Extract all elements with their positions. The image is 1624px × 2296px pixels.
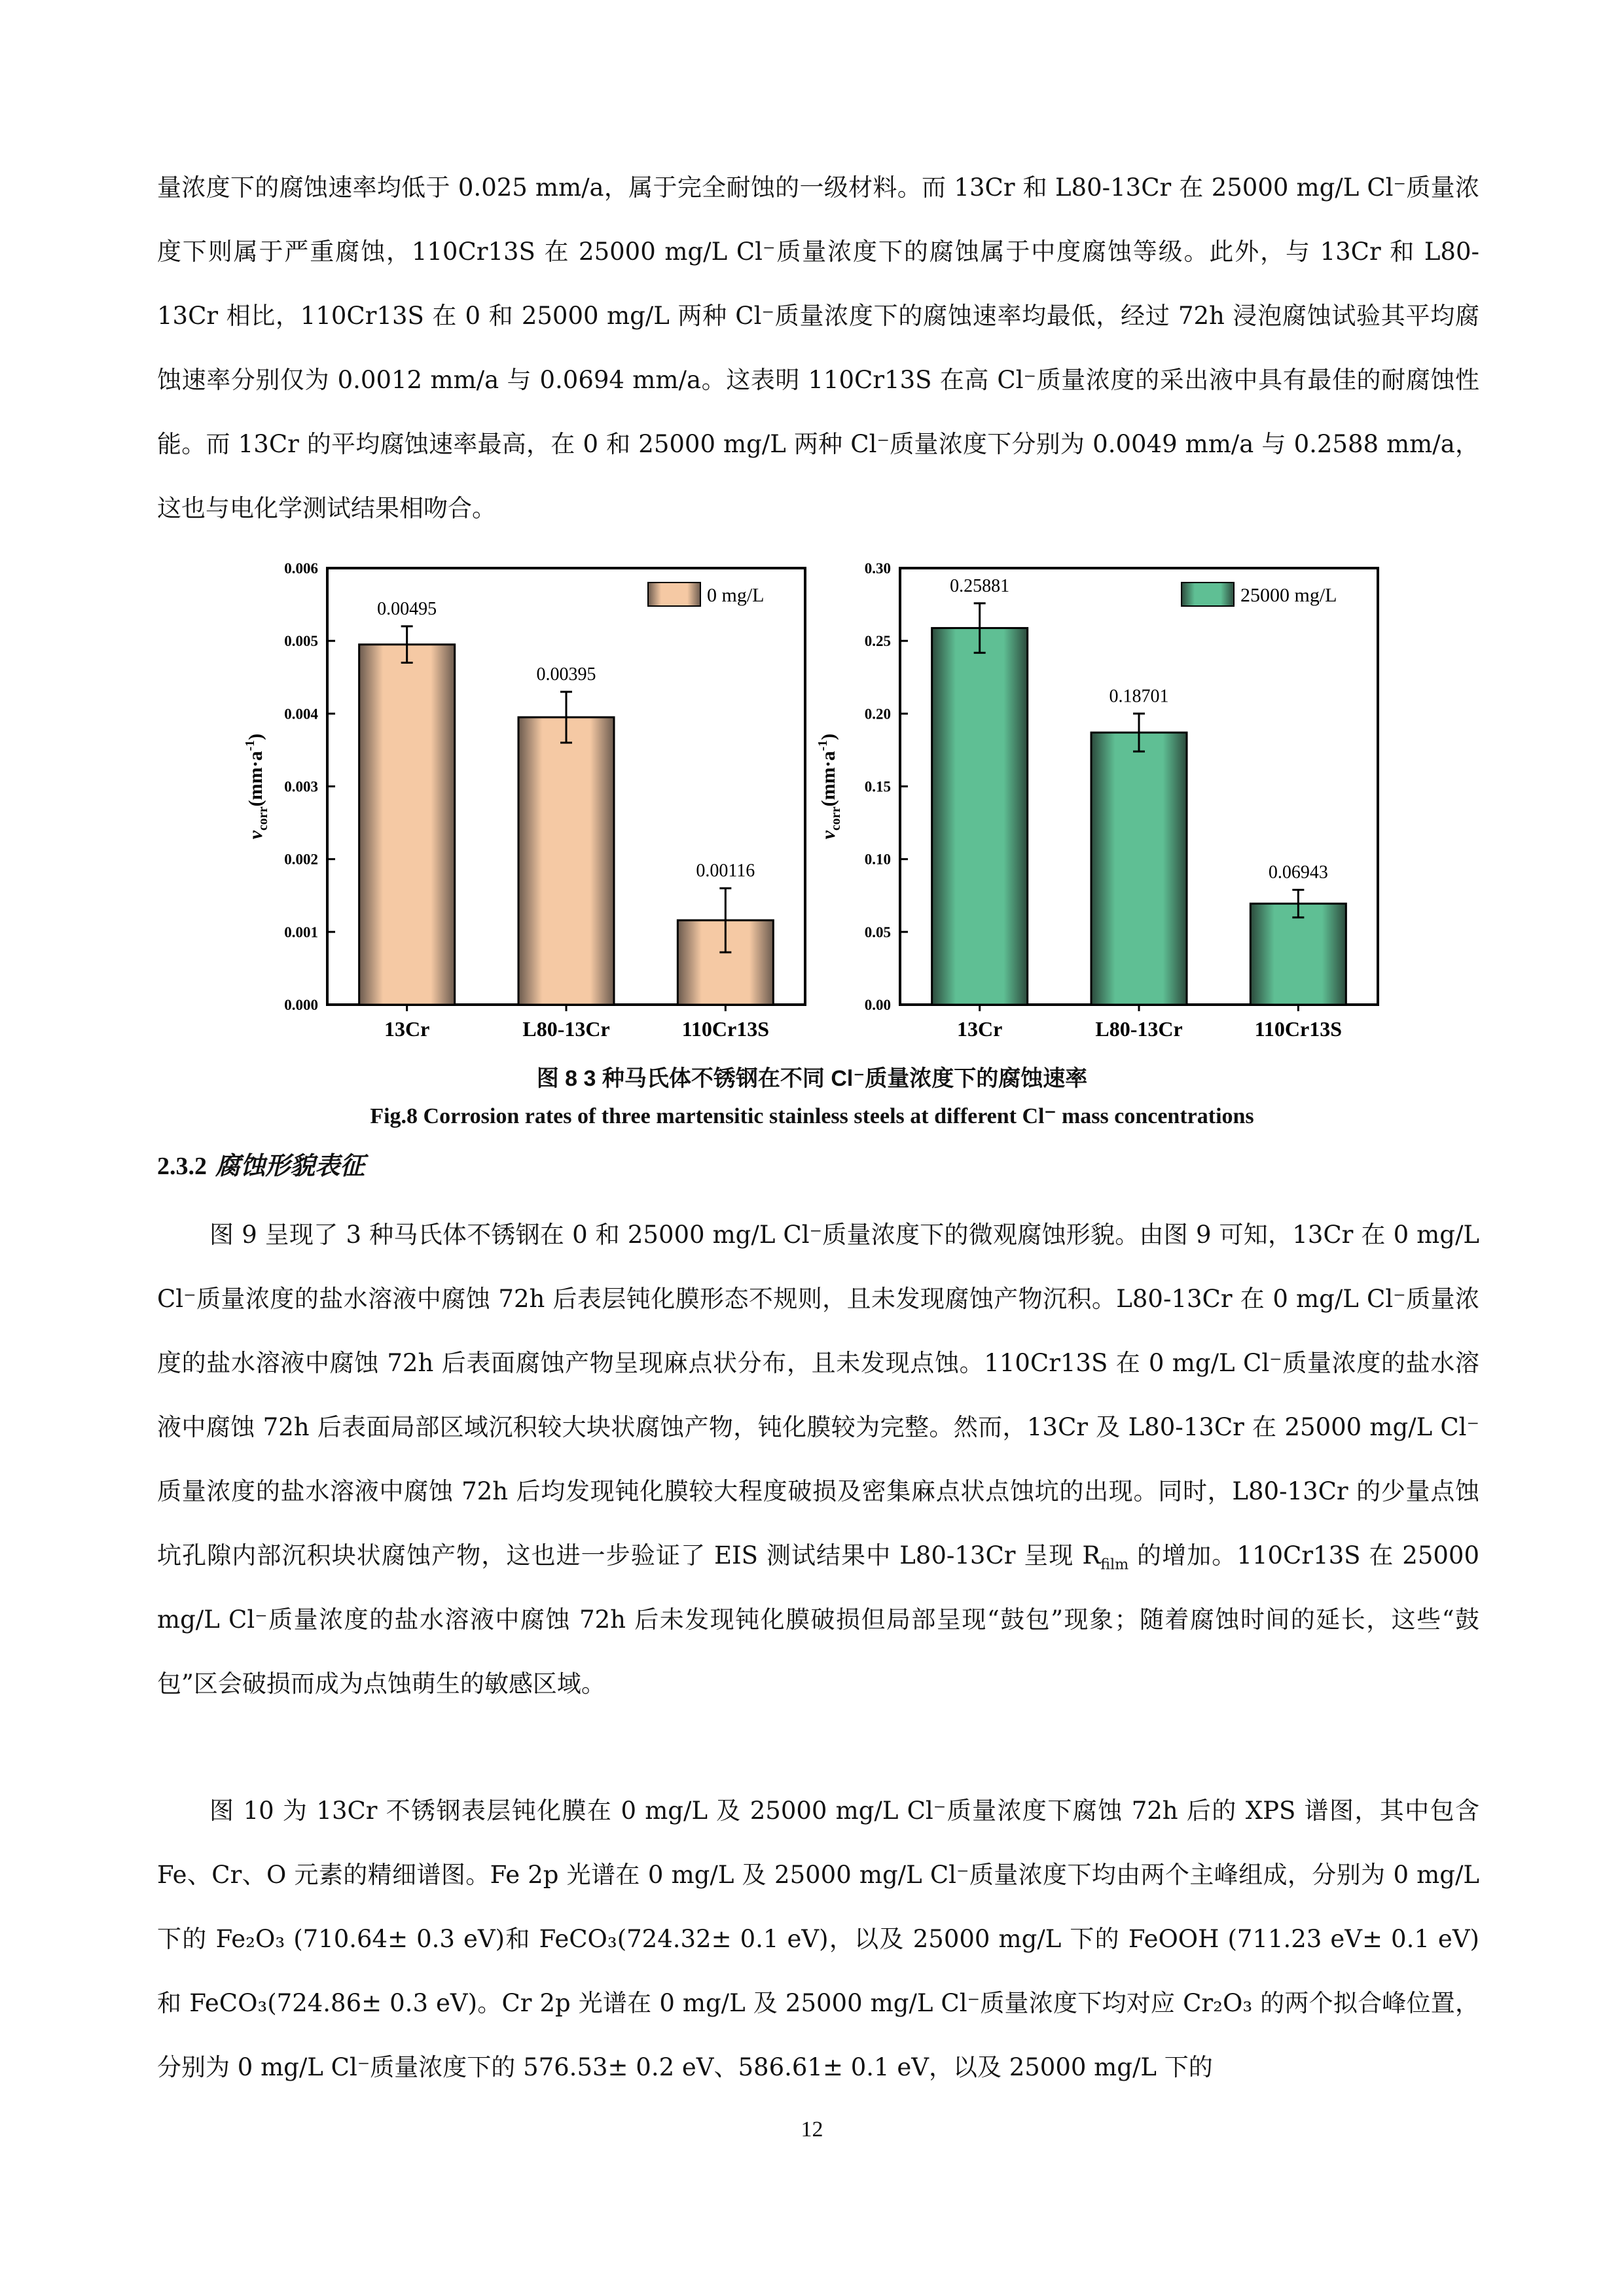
section-title: 腐蚀形貌表征 [215,1151,365,1180]
corrosion-rate-charts [223,556,1414,1054]
body-paragraph-2 [157,1203,1479,1716]
chart-0-ytick-label: 0.004 [284,706,318,723]
chart-1-category-label-2: 110Cr13S [1254,1017,1343,1041]
chart-0-ytick-label: 0.000 [284,997,318,1013]
chart-0-legend-label: 0 mg/L [707,584,765,606]
chart-0-data-label-2: 0.00116 [696,861,755,882]
chart-1-bar-2 [1250,904,1346,1005]
chart-0-category-label-1: L80-13Cr [522,1017,610,1041]
chart-1-ytick-label: 0.00 [864,997,891,1013]
chart-1-legend-swatch [1182,583,1234,606]
chart-0-ytick-label: 0.001 [284,924,318,941]
chart-0-ytick-label: 0.003 [284,778,318,795]
chart-0-data-label-0: 0.00495 [377,598,437,619]
body-paragraph-3: 图 10 为 13Cr 不锈钢表层钝化膜在 0 mg/L 及 25000 mg/L Cl⁻质量浓度下腐蚀 72h 后的 XPS 谱图，其中包含 Fe、Cr、O 元素的精细谱图。Fe 2p 光谱在 0 mg/L 及 25000 mg/L Cl⁻质量浓度下均由两个主峰组成，分别为 0 mg/L 下的 Fe₂O₃ (710.64± 0.3 eV)和 FeCO₃(724.32± 0.1 eV)，以及 25000 mg/L 下的 FeOOH (711.23 eV± 0.1 eV)和 FeCO₃(724.86± 0.3 eV)。Cr 2p 光谱在 0 mg/L 及 25000 mg/L Cl⁻质量浓度下均对应 Cr₂O₃ 的两个拟合峰位置，分别为 0 mg/L Cl⁻质量浓度下的 576.53± 0.2 eV、586.61± 0.1 eV，以及 25000 mg/L 下的 [157,1797,1479,2081]
chart-1-ytick-label: 0.10 [864,851,891,868]
chart-1-ytick-label: 0.15 [864,778,891,795]
chart-0-ytick-label: 0.002 [284,851,318,868]
chart-1-ylabel: $v_{corr}(mm\cdot a^{-1})$ [816,733,843,840]
chart-1-ytick-label: 0.05 [864,924,891,941]
chart-1-bar-0 [932,628,1028,1005]
chart-0-bar-1 [518,717,614,1005]
chart-0-category-label-2: 110Cr13S [681,1017,770,1041]
chart-0-ytick-label: 0.006 [284,560,318,577]
chart-0-category-label-0: 13Cr [384,1017,430,1041]
page-number: 12 [801,2117,823,2142]
chart-1-bar-1 [1091,732,1187,1005]
figure-8 [223,556,1414,1054]
chart-1-category-label-1: L80-13Cr [1095,1017,1183,1041]
chart-1-category-label-0: 13Cr [957,1017,1003,1041]
body-paragraph-1: 量浓度下的腐蚀速率均低于 0.025 mm/a，属于完全耐蚀的一级材料。而 13Cr 和 L80-13Cr 在 25000 mg/L Cl⁻质量浓度下则属于严重腐蚀，110Cr13S 在 25000 mg/L Cl⁻质量浓度下的腐蚀属于中度腐蚀等级。此外，与 13Cr 和 L80-13Cr 相比，110Cr13S 在 0 和 25000 mg/L 两种 Cl⁻质量浓度下的腐蚀速率均最低，经过 72h 浸泡腐蚀试验其平均腐蚀速率分别仅为 0.0012 mm/a 与 0.0694 mm/a。这表明 110Cr13S 在高 Cl⁻质量浓度的采出液中具有最佳的耐腐蚀性能。而 13Cr 的平均腐蚀速率最高，在 0 和 25000 mg/L 两种 Cl⁻质量浓度下分别为 0.0049 mm/a 与 0.2588 mm/a，这也与电化学测试结果相吻合。 [157,173,1479,522]
chart-1-ytick-label: 0.30 [864,560,891,577]
figure-caption-en: Fig.8 Corrosion rates of three martensitic stainless steels at different Cl⁻ mass concentrations [370,1104,1254,1128]
chart-0-ylabel: $v_{corr}(mm\cdot a^{-1})$ [243,733,270,840]
chart-0-data-label-1: 0.00395 [536,664,596,685]
figure-caption-cn: 图 8 3 种马氏体不锈钢在不同 Cl⁻质量浓度下的腐蚀速率 [536,1066,1088,1091]
r-film-subscript: film [1100,1556,1129,1573]
chart-0-bar-0 [359,645,455,1005]
chart-1-ytick-label: 0.25 [864,633,891,650]
chart-0-legend-swatch [648,583,700,606]
chart-1-ytick-label: 0.20 [864,706,891,723]
chart-1-data-label-1: 0.18701 [1109,686,1169,707]
chart-1-data-label-0: 0.25881 [950,575,1010,596]
paragraph-2-tail: 的增加。110Cr13S 在 25000 mg/L Cl⁻质量浓度的盐水溶液中腐蚀 72h 后未发现钝化膜破损但局部呈现“鼓包”现象；随着腐蚀时间的延长，这些“鼓包”区会破损而成为点蚀萌生的敏感区域。 [157,1541,1479,1698]
section-number: 2.3.2 [157,1153,207,1180]
section-heading [157,1145,365,1181]
chart-0-ytick-label: 0.005 [284,633,318,650]
chart-1-legend-label: 25000 mg/L [1240,584,1337,606]
paragraph-2-text: 图 9 呈现了 3 种马氏体不锈钢在 0 和 25000 mg/L Cl⁻质量浓度下的微观腐蚀形貌。由图 9 可知，13Cr 在 0 mg/L Cl⁻质量浓度的盐水溶液中腐蚀 72h 后表层钝化膜形态不规则，且未发现腐蚀产物沉积。L80-13Cr 在 0 mg/L Cl⁻质量浓度的盐水溶液中腐蚀 72h 后表面腐蚀产物呈现麻点状分布，且未发现点蚀。110Cr13S 在 0 mg/L Cl⁻质量浓度的盐水溶液中腐蚀 72h 后表面局部区域沉积较大块状腐蚀产物，钝化膜较为完整。然而，13Cr 及 L80-13Cr 在 25000 mg/L Cl⁻质量浓度的盐水溶液中腐蚀 72h 后均发现钝化膜较大程度破损及密集麻点状点蚀坑的出现。同时，L80-13Cr 的少量点蚀坑孔隙内部沉积块状腐蚀产物，这也进一步验证了 EIS 测试结果中 L80-13Cr 呈现 R [157,1221,1479,1570]
chart-1-data-label-2: 0.06943 [1268,862,1328,883]
